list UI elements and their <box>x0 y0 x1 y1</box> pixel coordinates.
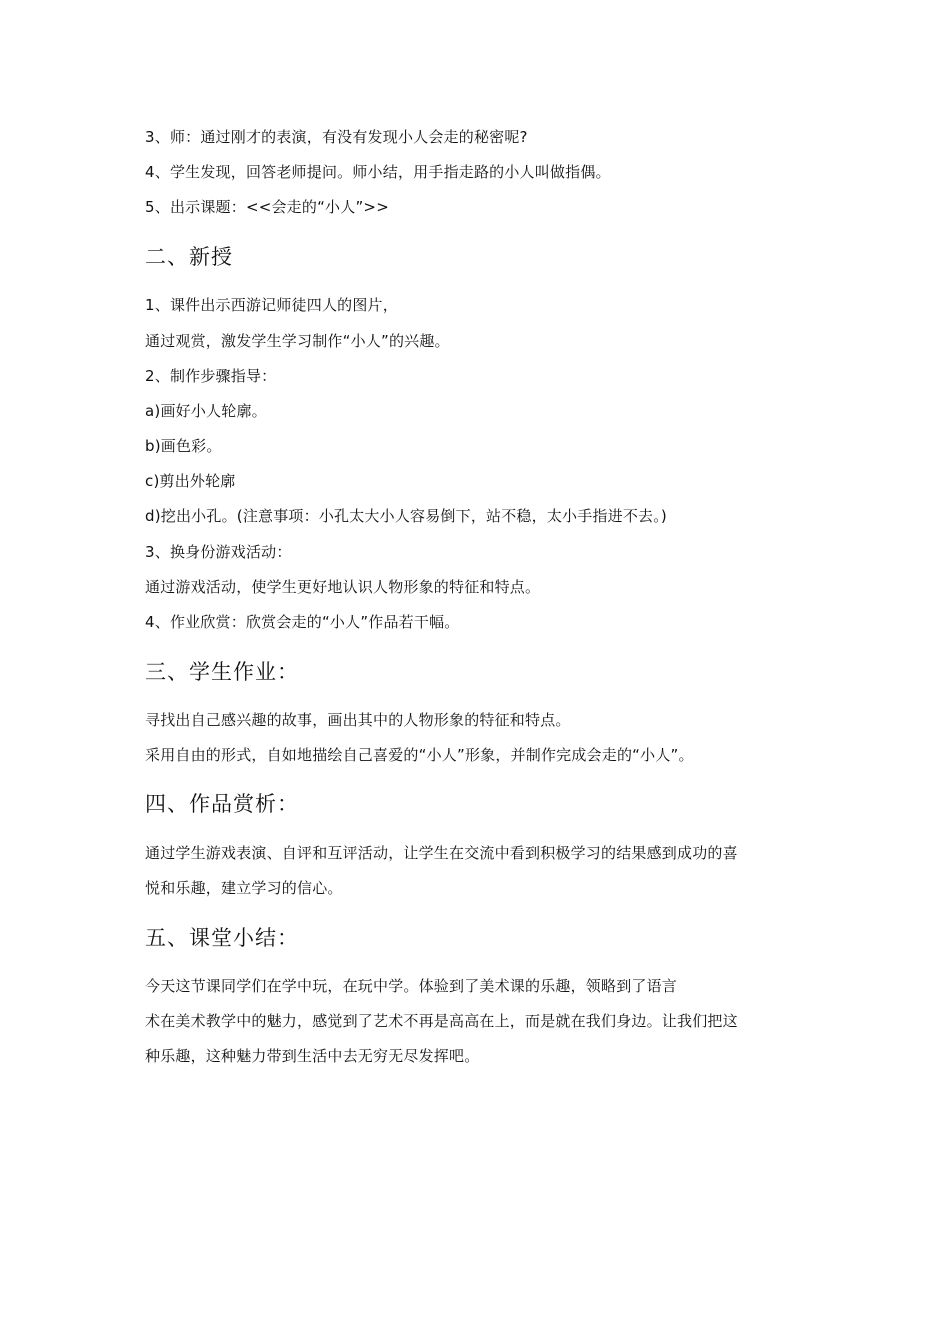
summary-line-3: 种乐趣，这种魅力带到生活中去无穷无尽发挥吧。 <box>145 1047 480 1065</box>
new-lesson-line-9: 通过游戏活动，使学生更好地认识人物形象的特征和特点。 <box>145 578 541 596</box>
new-lesson-line-2: 通过观赏，激发学生学习制作“小人”的兴趣。 <box>145 332 450 350</box>
summary-line-2: 术在美术教学中的魅力，感觉到了艺术不再是高高在上，而是就在我们身边。让我们把这 <box>145 1012 738 1030</box>
heading-student-homework: 三、学生作业： <box>145 660 299 684</box>
new-lesson-line-8: 3、换身份游戏活动： <box>145 543 292 561</box>
heading-new-lesson: 二、新授 <box>145 245 233 269</box>
homework-line-1: 寻找出自己感兴趣的故事，画出其中的人物形象的特征和特点。 <box>145 711 571 729</box>
new-lesson-line-5: b)画色彩。 <box>145 437 222 455</box>
new-lesson-line-3: 2、制作步骤指导： <box>145 367 277 385</box>
heading-class-summary: 五、课堂小结： <box>145 926 299 950</box>
new-lesson-line-7: d)挖出小孔。(注意事项：小孔太大小人容易倒下，站不稳，太小手指进不去。) <box>145 507 667 525</box>
new-lesson-line-4: a)画好小人轮廓。 <box>145 402 267 420</box>
new-lesson-line-6: c)剪出外轮廓 <box>145 472 236 490</box>
intro-item-3: 3、师：通过刚才的表演，有没有发现小人会走的秘密呢? <box>145 128 528 146</box>
summary-line-1: 今天这节课同学们在学中玩，在玩中学。体验到了美术课的乐趣，领略到了语言 <box>145 977 678 995</box>
appreciation-line-1: 通过学生游戏表演、自评和互评活动，让学生在交流中看到积极学习的结果感到成功的喜 <box>145 844 738 862</box>
new-lesson-line-1: 1、课件出示西游记师徒四人的图片， <box>145 296 398 314</box>
intro-item-5: 5、出示课题：<<会走的“小人”>> <box>145 198 389 216</box>
new-lesson-line-10: 4、作业欣赏：欣赏会走的“小人”作品若干幅。 <box>145 613 460 631</box>
heading-work-appreciation: 四、作品赏析： <box>145 792 299 816</box>
intro-item-4: 4、学生发现，回答老师提问。师小结，用手指走路的小人叫做指偶。 <box>145 163 611 181</box>
homework-line-2: 采用自由的形式，自如地描绘自己喜爱的“小人”形象，并制作完成会走的“小人”。 <box>145 746 694 764</box>
appreciation-line-2: 悦和乐趣，建立学习的信心。 <box>145 879 343 897</box>
